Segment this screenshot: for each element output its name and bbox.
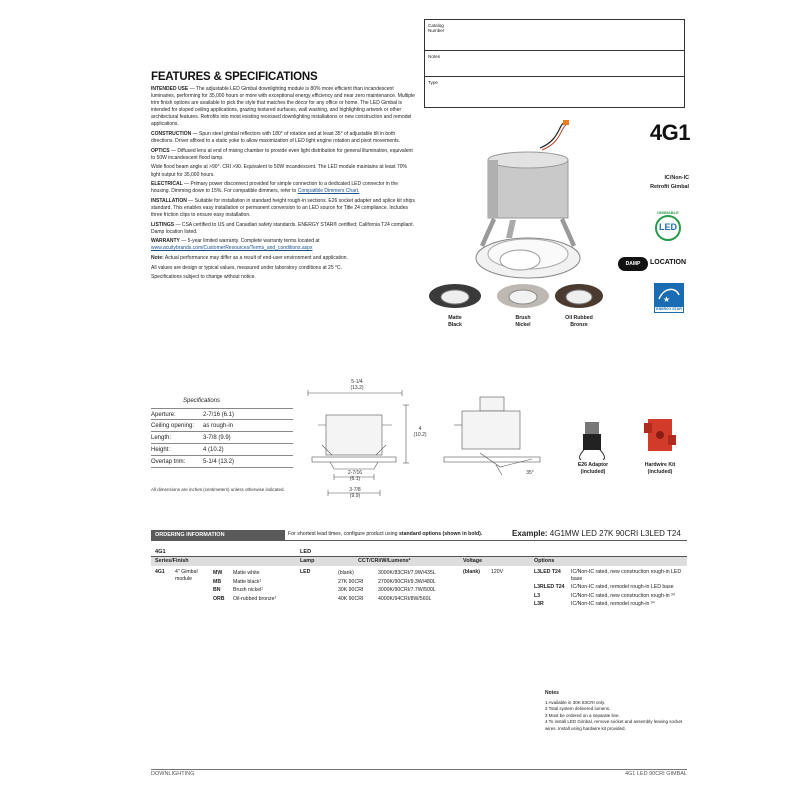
cct-option: 27K 90CRI 2700K/90CRI/9.3W/480L bbox=[338, 578, 436, 585]
finish-option: MB Matte black¹ bbox=[213, 578, 262, 585]
product-subtitle: IC/Non-IC Retrofit Gimbal bbox=[650, 175, 689, 190]
finish-option: ORB Oil-rubbed bronze¹ bbox=[213, 595, 277, 602]
finish-swatch-black bbox=[429, 284, 481, 308]
ordering-header-row: 4G1 LED bbox=[151, 547, 687, 557]
voltage-option: (blank) 120V bbox=[463, 569, 504, 575]
features-body bbox=[151, 86, 415, 284]
product-code: 4G1 bbox=[649, 120, 690, 145]
finish-label-bronze: Oil Rubbed Bronze bbox=[565, 315, 593, 328]
e26-adaptor-image bbox=[578, 420, 608, 460]
intended-use: INTENDED USE — The adjustable LED Gimbal downlighting module is 80% more efficient than incandescent luminaries, performing for 35,000 hours or more with exceptional energy efficiency and near zero maintenance. Multiple trim finish options are available to pick the style that matches the décor for any office or home. The LED Gimbal is intended for sloped ceiling applications, grazing textured surfaces, wall washing, and highlighting artwork or other architectural features. Retrofits into most existing recessed downlighting installations or new construction and remodel applications. bbox=[151, 86, 415, 128]
option-item: L3LED T24 IC/Non-IC rated, new construction rough-in LED base bbox=[534, 569, 682, 582]
accessory-e26: E26 Adaptor (included) bbox=[577, 462, 609, 475]
specs-table bbox=[151, 408, 293, 468]
ordering-lead-note: For shortest lead times, configure product using standard options (shown in bold). bbox=[288, 531, 483, 537]
ordering-table bbox=[151, 547, 687, 610]
type-field[interactable] bbox=[425, 77, 684, 107]
warranty-link[interactable]: www.acuitybrands.com/CustomerResources/Terms_and_conditions.aspx bbox=[151, 245, 313, 252]
listings: LISTINGS — CSA certified to US and Canadian safety standards. ENERGY STAR® certified; California T24 compliant. Damp location listed. bbox=[151, 221, 414, 235]
subject-note: Specifications subject to change without notice. bbox=[151, 274, 256, 281]
damp-location-badge: DAMP LOCATION bbox=[618, 257, 690, 271]
energy-star-icon bbox=[654, 283, 684, 307]
spec-row: Length: 3-7/8 (9.9) bbox=[151, 432, 293, 444]
note-item: 2 Total system delivered lumens. bbox=[545, 706, 611, 711]
warranty: WARRANTY — 5-year limited warranty. Complete warranty terms located at bbox=[151, 238, 320, 245]
note: Note: Actual performance may differ as a result of end-user environment and application. bbox=[151, 254, 348, 261]
footer-rule bbox=[151, 769, 687, 770]
footer-right: 4G1 LED 90CRI GIMBAL bbox=[624, 771, 687, 777]
optics-2: Wide flood beam angle at >90°. CRI >90. Equivalent to 50W incandescent. The LED module maintains at least 70% light output for 35,000 hours. bbox=[151, 164, 407, 178]
catalog-number-field[interactable] bbox=[425, 20, 684, 51]
option-item: L3 IC/Non-IC rated, new construction rough-in ³⁴ bbox=[534, 592, 676, 599]
note-item: 3 Must be ordered on a separate line. bbox=[545, 712, 620, 718]
footer-left: DOWNLIGHTING bbox=[151, 771, 195, 777]
finish-option: MW Matte white bbox=[213, 570, 260, 576]
construction: CONSTRUCTION — Spun steel gimbal reflectors with 180° of rotation and at least 35° of adjustable tilt in both directions. Driver affixed to a static yoke to allow maximization of LED light engine rotation and pivot movements. bbox=[151, 131, 401, 145]
cct-option: 40K 90CRI 4000K/94CRI/8W/560L bbox=[338, 595, 432, 602]
type-label: Type bbox=[428, 80, 438, 85]
dim-aperture: 2-7/16 (6.1) bbox=[347, 470, 363, 482]
finish-options bbox=[213, 569, 298, 610]
lamp-options bbox=[532, 569, 687, 610]
finish-swatch-nickel bbox=[497, 284, 549, 308]
finish-option: BN Brush nickel¹ bbox=[213, 587, 263, 593]
dimmable-led-badge: DIMMABLE LED bbox=[652, 210, 684, 242]
spec-row: Ceiling opening: as rough-in bbox=[151, 420, 293, 432]
spec-row: Aperture: 2-7/16 (6.1) bbox=[151, 408, 293, 420]
catalog-label: Catalog Number bbox=[428, 23, 445, 34]
notes-field[interactable] bbox=[425, 51, 684, 77]
ordering-body: 4G1 4" Gimbal module MW Matte white MB Matte black¹ BN Brush nickel¹ ORB Oil-rubbed bronze¹ LED (blank) 3000K/83CRI/7.9W/435L 27K 90CRI 2700K/90CRI/9.3W/480L 30K 90CRI 3000K/90CRI/7.7W/500L 40K 90CRI 4000K/94CRI/8W/560L (blank) 120V L3LED T24 IC/Non-IC rated, new construction rough-in LED base L3RLED T24 IC/Non-IC rated, remodel rough-in LED base L3 IC/Non-IC rated, new construction rough-in ³⁴ L3R IC/Non-IC rated, remodel rough-in ³⁴ bbox=[151, 566, 687, 610]
spec-row: Overlap trim: 5-1/4 (13.2) bbox=[151, 456, 293, 468]
product-image bbox=[470, 120, 620, 285]
finish-label-black: Matte Black bbox=[448, 315, 462, 328]
dimmers-chart-link[interactable]: Compatible Dimmers Chart. bbox=[297, 188, 360, 195]
cct-options bbox=[338, 569, 436, 610]
specs-title: Specifications bbox=[183, 398, 221, 404]
finish-swatches bbox=[425, 282, 605, 312]
catalog-form bbox=[424, 19, 685, 108]
dim-tilt: 35° bbox=[526, 470, 534, 476]
features-title: FEATURES & SPECIFICATIONS bbox=[151, 71, 318, 83]
spec-row: Height: 4 (10.2) bbox=[151, 444, 293, 456]
accessory-hardwire: Hardwire Kit (included) bbox=[644, 462, 676, 475]
option-item: L3RLED T24 IC/Non-IC rated, remodel rough-in LED base bbox=[534, 584, 674, 590]
notes-label: Notes bbox=[428, 54, 441, 59]
optics: OPTICS — Diffused lens at end of mixing chamber to provide even light distribution for general illumination, equivalent to 50W incandescent flood lamp. bbox=[151, 147, 413, 161]
values-note: All values are design or typical values, measured under laboratory conditions at 25 °C. bbox=[151, 264, 342, 271]
option-item: L3R IC/Non-IC rated, remodel rough-in ³⁴ bbox=[534, 601, 655, 607]
ordering-header-bar: ORDERING INFORMATION bbox=[151, 530, 285, 540]
dim-height: 4 (10.2) bbox=[413, 426, 427, 438]
electrical: ELECTRICAL — Primary power disconnect provided for simple connection to a dedicated LED connector in the housing. Dimming down to 15%. For compatible dimmers, refer to Compatible Dimmers Chart. bbox=[151, 181, 399, 195]
dim-length: 3-7/8 (9.9) bbox=[349, 487, 361, 499]
note-item: 1 Available in 30K 83CRI only. bbox=[545, 699, 606, 705]
installation: INSTALLATION — Suitable for installation in standard height rough-in sections. E26 socket adapter and splice kit ships standard. This enables easy installation or permanent conversion to an LED source for Title 24 compliance. Includes three friction clips to ensure easy installation. bbox=[151, 197, 415, 218]
notes-title: Notes bbox=[545, 690, 559, 696]
notes-block bbox=[545, 690, 690, 732]
hardwire-kit-image bbox=[640, 413, 680, 458]
ordering-divider bbox=[151, 540, 687, 541]
finish-label-nickel: Brush Nickel bbox=[515, 315, 531, 328]
ordering-example: Example: 4G1MW LED 27K 90CRI L3LED T24 bbox=[512, 529, 681, 538]
cct-option: (blank) 3000K/83CRI/7.9W/435L bbox=[338, 570, 436, 576]
dimension-note: All dimensions are inches (centimeters) unless otherwise indicated. bbox=[151, 487, 285, 492]
dim-overlap: 5-1/4 (13.2) bbox=[350, 379, 364, 391]
note-item: 4 To install LED Gimbal, remove socket and assembly leaving socket wires. Install using hardwire kit provided. bbox=[545, 719, 683, 731]
cct-option: 30K 90CRI 3000K/90CRI/7.7W/500L bbox=[338, 587, 436, 593]
ordering-subheader-row: Series/Finish Lamp CCT/CRI/W/Lumens² Voltage Options bbox=[151, 557, 687, 566]
energy-star-badge: ★ ENERGY STAR bbox=[654, 283, 684, 313]
svg-text:★: ★ bbox=[663, 295, 671, 304]
finish-swatch-bronze bbox=[555, 284, 603, 308]
